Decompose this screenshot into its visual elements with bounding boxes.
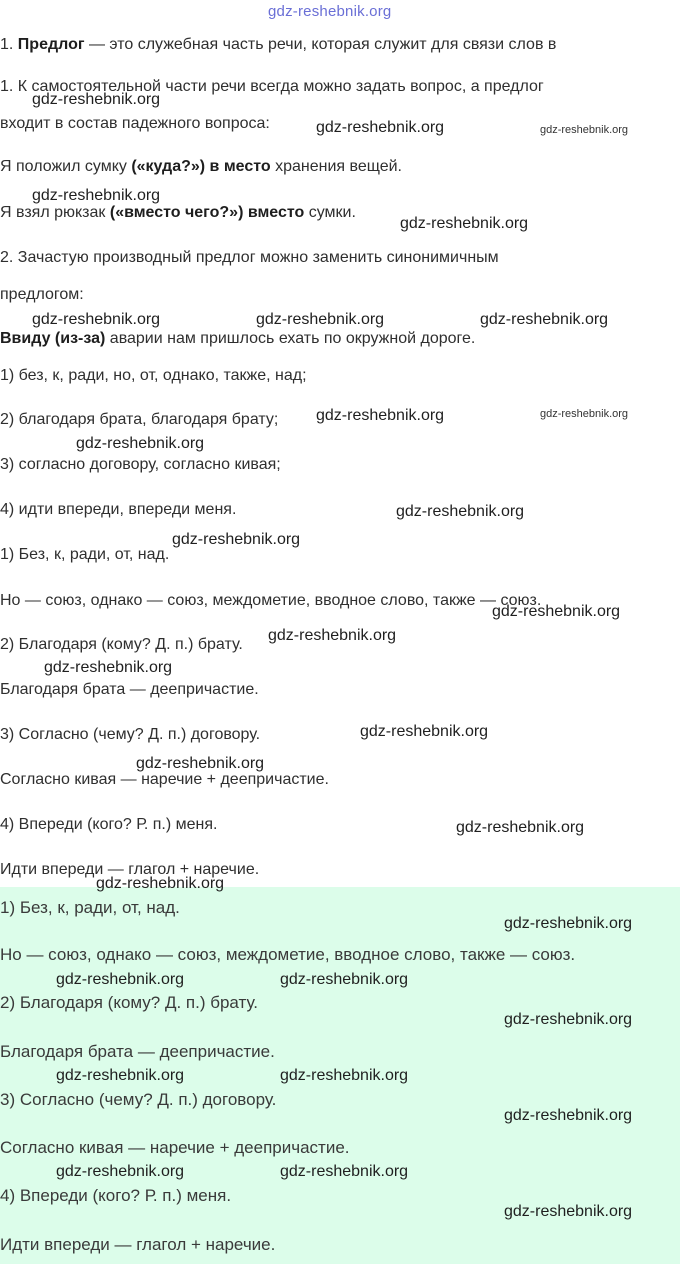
watermark: gdz-reshebnik.org <box>76 435 205 452</box>
watermark: gdz-reshebnik.org <box>504 915 633 932</box>
watermark: gdz-reshebnik.org <box>396 503 525 520</box>
watermark: gdz-reshebnik.org <box>400 215 529 232</box>
example-3-bold: Ввиду (из-за) <box>0 330 106 347</box>
watermark: gdz-reshebnik.org <box>504 1203 633 1220</box>
watermark: gdz-reshebnik.org <box>32 91 161 108</box>
rule-2-line-2: предлогом: <box>0 286 84 303</box>
task-item-4: 4) идти впереди, впереди меня. <box>0 501 237 518</box>
answer-line-2: Но — союз, однако — союз, междометие, вводное слово, также — союз. <box>0 945 576 964</box>
answer-line-5: 3) Согласно (чему? Д. п.) договору. <box>0 1090 277 1109</box>
watermark-small: gdz-reshebnik.org <box>540 408 629 420</box>
example-1-bold: («куда?») в место <box>131 158 271 175</box>
task-item-2: 2) благодаря брата, благодаря брату; <box>0 411 279 428</box>
intro-rest: — это служебная часть речи, которая служит для связи слов в <box>84 36 557 53</box>
watermark: gdz-reshebnik.org <box>172 531 301 548</box>
watermark: gdz-reshebnik.org <box>96 875 225 892</box>
example-2-bold: («вместо чего?») вместо <box>109 204 305 221</box>
watermark: gdz-reshebnik.org <box>280 971 409 988</box>
watermark-top: gdz-reshebnik.org <box>268 3 392 20</box>
watermark: gdz-reshebnik.org <box>456 819 585 836</box>
intro-term: Предлог <box>17 36 85 53</box>
watermark: gdz-reshebnik.org <box>492 603 621 620</box>
answer-line-1: 1) Без, к, ради, от, над. <box>0 898 180 917</box>
watermark: gdz-reshebnik.org <box>316 119 445 136</box>
watermark: gdz-reshebnik.org <box>280 1067 409 1084</box>
solution-line-6: Согласно кивая — наречие + деепричастие. <box>0 771 329 788</box>
example-1-start: Я положил сумку <box>0 158 132 175</box>
solution-line-7: 4) Впереди (кого? Р. п.) меня. <box>0 816 218 833</box>
solution-line-1: 1) Без, к, ради, от, над. <box>0 546 170 563</box>
watermark-small: gdz-reshebnik.org <box>540 124 629 136</box>
watermark: gdz-reshebnik.org <box>504 1107 633 1124</box>
watermark: gdz-reshebnik.org <box>56 971 185 988</box>
rule-1-line-2: входит в состав падежного вопроса: <box>0 115 270 132</box>
solution-line-3: 2) Благодаря (кому? Д. п.) брату. <box>0 636 243 653</box>
watermark: gdz-reshebnik.org <box>360 723 489 740</box>
solution-line-2: Но — союз, однако — союз, междометие, вводное слово, также — союз. <box>0 592 542 609</box>
rule-2-line-1: 2. Зачастую производный предлог можно заменить синонимичным <box>0 249 499 266</box>
solution-line-4: Благодаря брата — деепричастие. <box>0 681 259 698</box>
example-2 <box>0 203 356 223</box>
task-item-1: 1) без, к, ради, но, от, однако, также, над; <box>0 367 307 384</box>
solution-line-8: Идти впереди — глагол + наречие. <box>0 861 260 878</box>
watermark: gdz-reshebnik.org <box>32 311 161 328</box>
example-1 <box>0 157 402 177</box>
example-2-end: сумки. <box>304 204 356 221</box>
task-item-3: 3) согласно договору, согласно кивая; <box>0 456 281 473</box>
answer-line-8: Идти впереди — глагол + наречие. <box>0 1235 276 1254</box>
example-3-end: аварии нам пришлось ехать по окружной дороге. <box>105 330 476 347</box>
solution-line-5: 3) Согласно (чему? Д. п.) договору. <box>0 726 261 743</box>
answer-line-7: 4) Впереди (кого? Р. п.) меня. <box>0 1186 232 1205</box>
watermark: gdz-reshebnik.org <box>32 187 161 204</box>
answer-line-6: Согласно кивая — наречие + деепричастие. <box>0 1138 350 1157</box>
watermark: gdz-reshebnik.org <box>256 311 385 328</box>
example-2-start: Я взял рюкзак <box>0 204 110 221</box>
watermark: gdz-reshebnik.org <box>504 1011 633 1028</box>
example-3 <box>0 329 475 349</box>
answer-line-3: 2) Благодаря (кому? Д. п.) брату. <box>0 993 258 1012</box>
answer-line-4: Благодаря брата — деепричастие. <box>0 1042 275 1061</box>
intro-number: 1. <box>0 36 14 53</box>
watermark: gdz-reshebnik.org <box>268 627 397 644</box>
intro-paragraph <box>0 35 556 55</box>
watermark: gdz-reshebnik.org <box>44 659 173 676</box>
watermark: gdz-reshebnik.org <box>56 1163 185 1180</box>
rule-1-line-1: 1. К самостоятельной части речи всегда можно задать вопрос, а предлог <box>0 78 544 95</box>
example-1-end: хранения вещей. <box>270 158 402 175</box>
watermark: gdz-reshebnik.org <box>280 1163 409 1180</box>
watermark: gdz-reshebnik.org <box>56 1067 185 1084</box>
watermark: gdz-reshebnik.org <box>316 407 445 424</box>
watermark: gdz-reshebnik.org <box>480 311 609 328</box>
watermark: gdz-reshebnik.org <box>136 755 265 772</box>
